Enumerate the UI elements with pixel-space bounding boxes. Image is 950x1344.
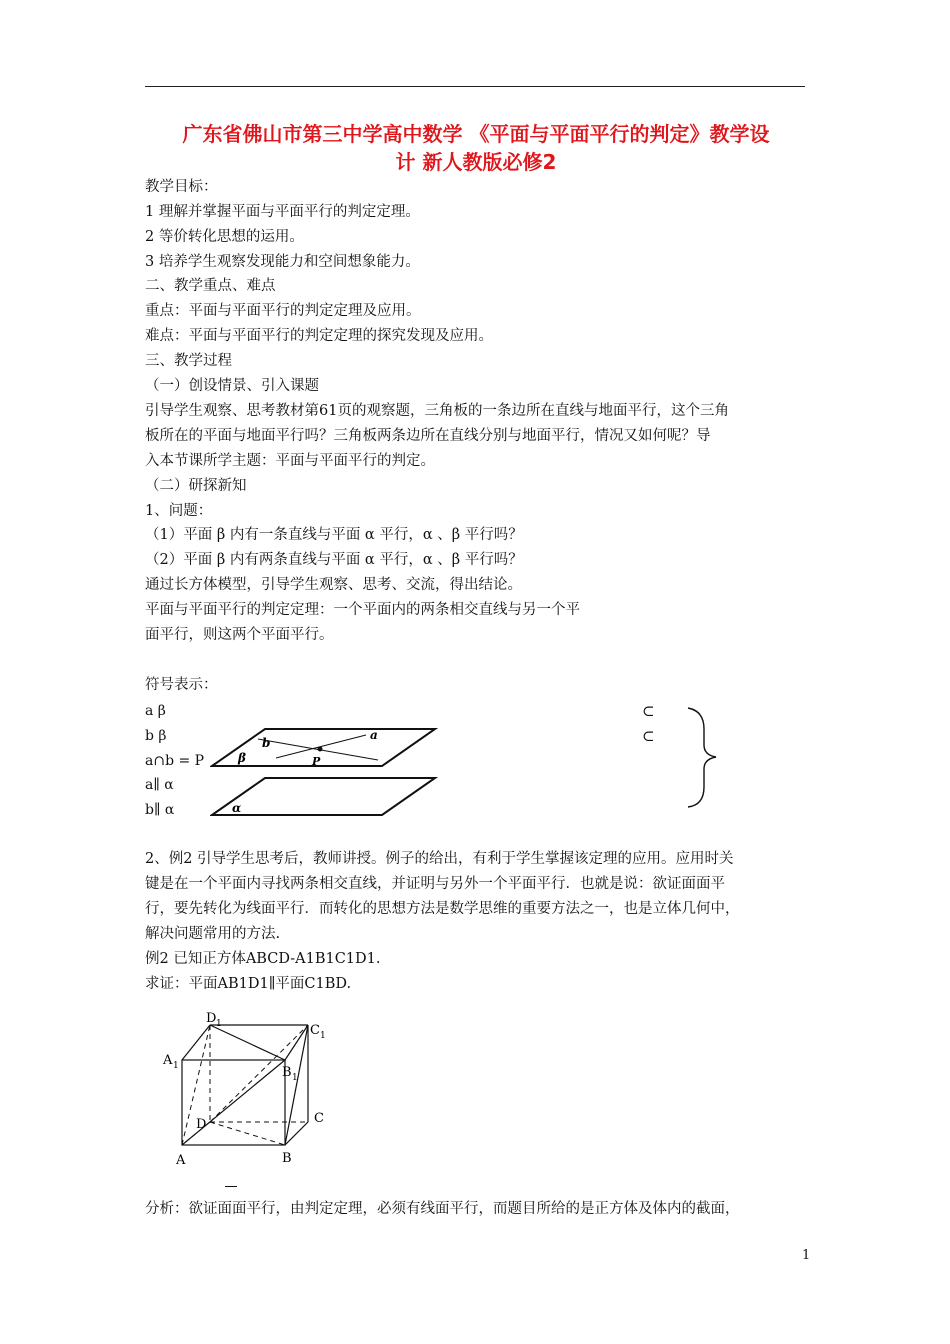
header-rule: [145, 86, 805, 87]
theorem-line-1: 平面与平面平行的判定定理：一个平面内的两条相交直线与另一个平: [145, 602, 580, 618]
label-beta: β: [238, 751, 246, 765]
label-C1-sub: 1: [320, 1031, 326, 1041]
label-D: D: [196, 1117, 207, 1132]
example-paragraph-line-3: 行，要先转化为线面平行．而转化的思想方法是数学思维的重要方法之一，也是立体几何中，: [145, 901, 740, 917]
label-C1: C: [310, 1023, 320, 1038]
example-prove: 求证：平面AB1D1∥平面C1BD.: [145, 976, 352, 992]
label-B: B: [282, 1151, 292, 1166]
label-D1: D: [206, 1011, 217, 1026]
right-brace: [680, 705, 725, 810]
title-line-2: 计 新人教版必修2: [395, 150, 557, 174]
subset-sign-2: ⊂: [642, 727, 655, 745]
symbol-line-1: a β: [145, 703, 166, 719]
goal-3: 3 培养学生观察发现能力和空间想象能力。: [145, 254, 420, 270]
subsection-1-heading: （一）创设情景、引入课题: [145, 378, 319, 394]
section-3-heading: 三、教学过程: [145, 353, 232, 369]
section-2-heading: 二、教学重点、难点: [145, 278, 276, 294]
question-2: （2）平面 β 内有两条直线与平面 α 平行，α 、β 平行吗？: [145, 552, 523, 568]
symbol-line-5: b∥ α: [145, 802, 175, 818]
key-point: 重点：平面与平面平行的判定定理及应用。: [145, 303, 421, 319]
label-C: C: [314, 1111, 324, 1126]
label-p: P: [312, 755, 321, 768]
example-paragraph-line-4: 解决问题常用的方法.: [145, 926, 281, 942]
label-D1-sub: 1: [216, 1019, 222, 1029]
subset-sign-1: ⊂: [642, 702, 655, 720]
parallel-planes-figure: [210, 722, 440, 822]
page-number: 1: [802, 1248, 811, 1263]
label-A: A: [176, 1153, 186, 1168]
question-1: （1）平面 β 内有一条直线与平面 α 平行，α 、β 平行吗？: [145, 527, 523, 543]
symbol-line-4: a∥ α: [145, 777, 174, 793]
point-p: [318, 747, 323, 752]
question-heading: 1、问题：: [145, 503, 213, 519]
symbol-line-2: b β: [145, 728, 167, 744]
label-A1: A: [163, 1053, 173, 1068]
difficult-point: 难点：平面与平面平行的判定定理的探究发现及应用。: [145, 328, 493, 344]
model-observation: 通过长方体模型，引导学生观察、思考、交流，得出结论。: [145, 577, 522, 593]
short-mark: [225, 1186, 237, 1187]
label-alpha: α: [232, 801, 242, 815]
plane-alpha: [212, 778, 435, 815]
goals-heading: 教学目标：: [145, 179, 218, 195]
subsection-2-heading: （二）研探新知: [145, 478, 247, 494]
theorem-line-2: 面平行，则这两个平面平行。: [145, 627, 334, 643]
cube-figure: [160, 1010, 360, 1190]
intro-paragraph-line-2: 板所在的平面与地面平行吗？三角板两条边所在直线分别与地面平行，情况又如何呢？导: [145, 428, 711, 444]
intro-paragraph-line-1: 引导学生观察、思考教材第61页的观察题，三角板的一条边所在直线与地面平行，这个三角: [145, 403, 729, 419]
example-statement: 例2 已知正方体ABCD-A1B1C1D1.: [145, 951, 381, 967]
goal-1: 1 理解并掌握平面与平面平行的判定定理。: [145, 204, 420, 220]
title-line-1: 广东省佛山市第三中学高中数学 《平面与平面平行的判定》教学设: [182, 122, 770, 146]
example-paragraph-line-1: 2、例2 引导学生思考后，教师讲授。例子的给出，有利于学生掌握该定理的应用。应用时关: [145, 851, 734, 867]
line-a: [276, 735, 366, 758]
label-A1-sub: 1: [173, 1061, 179, 1071]
label-B1-sub: 1: [292, 1073, 298, 1083]
page-title: [145, 120, 807, 176]
symbol-line-3: a∩b = P: [145, 753, 205, 769]
example-paragraph-line-2: 键是在一个平面内寻找两条相交直线，并证明与另外一个平面平行．也就是说：欲证面面平: [145, 876, 725, 892]
goal-2: 2 等价转化思想的运用。: [145, 229, 304, 245]
intro-paragraph-line-3: 入本节课所学主题：平面与平面平行的判定。: [145, 453, 435, 469]
symbol-heading: 符号表示：: [145, 677, 218, 693]
analysis-line: 分析：欲证面面平行，由判定定理，必须有线面平行，而题目所给的是正方体及体内的截面，: [145, 1201, 740, 1217]
label-b: b: [262, 736, 271, 750]
label-a: a: [370, 728, 378, 742]
label-B1: B: [282, 1065, 292, 1080]
